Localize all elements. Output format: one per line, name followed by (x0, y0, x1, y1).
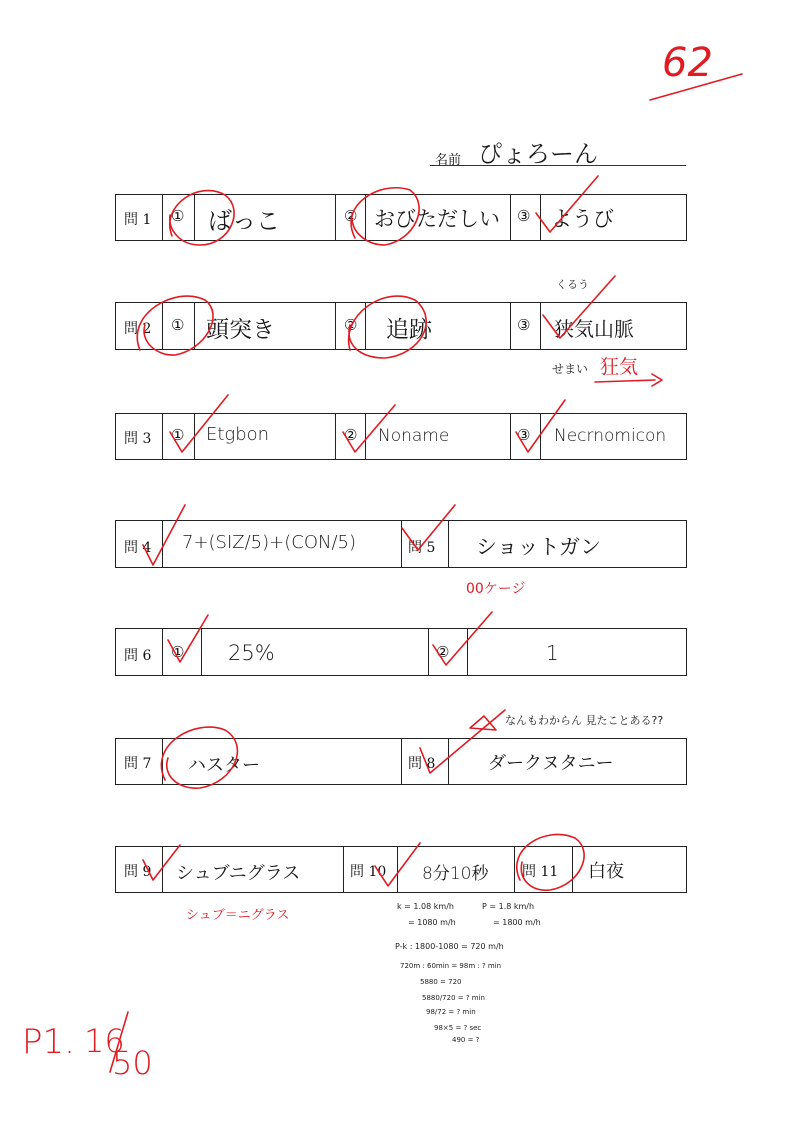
answer-3-1: Etgbon (206, 424, 270, 445)
scratch-line-3: = 1080 m/h (408, 918, 456, 927)
scratch-line-11: 490 = ? (452, 1036, 480, 1044)
answer-10: 8分10秒 (422, 864, 489, 884)
question-row-4-5 (115, 520, 687, 568)
question-label-3: 問 3 (124, 431, 152, 447)
name-underline (430, 165, 686, 166)
answer-number-3-3: ③ (517, 426, 531, 444)
answer-8: ダークヌタニー (488, 753, 614, 774)
answer-2-3: 狭気山脈 (554, 317, 634, 341)
answer-6-2: 1 (546, 641, 559, 665)
answer-11: 白夜 (588, 861, 624, 882)
answer-number-1-3: ③ (517, 207, 531, 225)
triangle-mark (470, 716, 496, 730)
question-row-6 (115, 628, 687, 676)
scratch-line-1: k = 1.08 km/h (397, 902, 454, 911)
q2-correction: 狂気 (600, 356, 639, 378)
answer-1-1: ばっこ (208, 207, 280, 235)
q8-note: なんもわからん 見たことある?? (505, 714, 664, 727)
question-label-6: 問 6 (124, 648, 152, 664)
q5-correction: 00ケージ (466, 581, 526, 597)
question-label-1: 問 1 (124, 212, 152, 228)
answer-number-6-2: ② (436, 643, 450, 661)
answer-2-2: 追跡 (386, 317, 432, 343)
question-label-2: 問 2 (124, 321, 152, 337)
answer-7: ハスター (188, 755, 260, 776)
bottom-score-prefix: P1. (22, 1022, 75, 1062)
scratch-line-9: 98/72 = ? min (426, 1008, 476, 1016)
question-label-9: 問 9 (124, 864, 152, 880)
answer-number-3-2: ② (344, 426, 358, 444)
q2-note-below: せまい (552, 362, 589, 376)
total-score: 62 (662, 40, 713, 86)
name-value: ぴょろーん (478, 140, 598, 168)
question-row-1 (115, 194, 687, 241)
question-row-9-11 (115, 846, 687, 893)
answer-6-1: 25% (228, 641, 275, 665)
scratch-line-10: 98×5 = ? sec (434, 1024, 482, 1032)
answer-4: 7+(SIZ/5)+(CON/5) (182, 532, 357, 553)
answer-1-3: ようび (551, 207, 614, 231)
scratch-line-4: = 1800 m/h (493, 918, 541, 927)
q9-correction: シュブ＝ニグラス (186, 908, 290, 923)
question-label-5: 問 5 (408, 540, 436, 556)
answer-9: シュブニグラス (176, 863, 301, 884)
question-label-11: 問 11 (522, 864, 559, 880)
answer-2-1: 頭突き (206, 317, 275, 343)
answer-number-6-1: ① (171, 643, 185, 661)
question-row-7-8 (115, 738, 687, 785)
answer-number-2-1: ① (171, 316, 185, 334)
question-label-8: 問 8 (408, 756, 436, 772)
answer-3-3: Necrnomicon (554, 426, 667, 446)
answer-number-3-1: ① (171, 426, 185, 444)
answer-number-2-2: ② (344, 316, 358, 334)
scratch-line-7: 5880 = 720 (420, 978, 462, 986)
answer-3-2: Noname (378, 426, 450, 446)
answer-number-2-3: ③ (517, 316, 531, 334)
question-label-7: 問 7 (124, 756, 152, 772)
scratch-line-6: 720m : 60min = 98m : ? min (400, 962, 502, 970)
name-label: 名前 (435, 153, 462, 168)
scratch-line-5: P-k : 1800-1080 = 720 m/h (395, 942, 504, 951)
q2-note-above: くるう (556, 278, 589, 291)
answer-number-1-1: ① (171, 207, 185, 225)
question-label-10: 問 10 (350, 864, 387, 880)
question-label-4: 問 4 (124, 540, 152, 556)
answer-5: ショットガン (476, 535, 601, 559)
bottom-score-numerator: 16 (84, 1022, 125, 1060)
scratch-line-2: P = 1.8 km/h (482, 902, 535, 911)
question-row-3 (115, 413, 687, 460)
answer-number-1-2: ② (344, 207, 358, 225)
scratch-line-8: 5880/720 = ? min (422, 994, 485, 1002)
question-row-2 (115, 302, 687, 350)
bottom-score-denominator: 50 (112, 1044, 153, 1082)
answer-1-2: おびただしい (374, 207, 500, 231)
